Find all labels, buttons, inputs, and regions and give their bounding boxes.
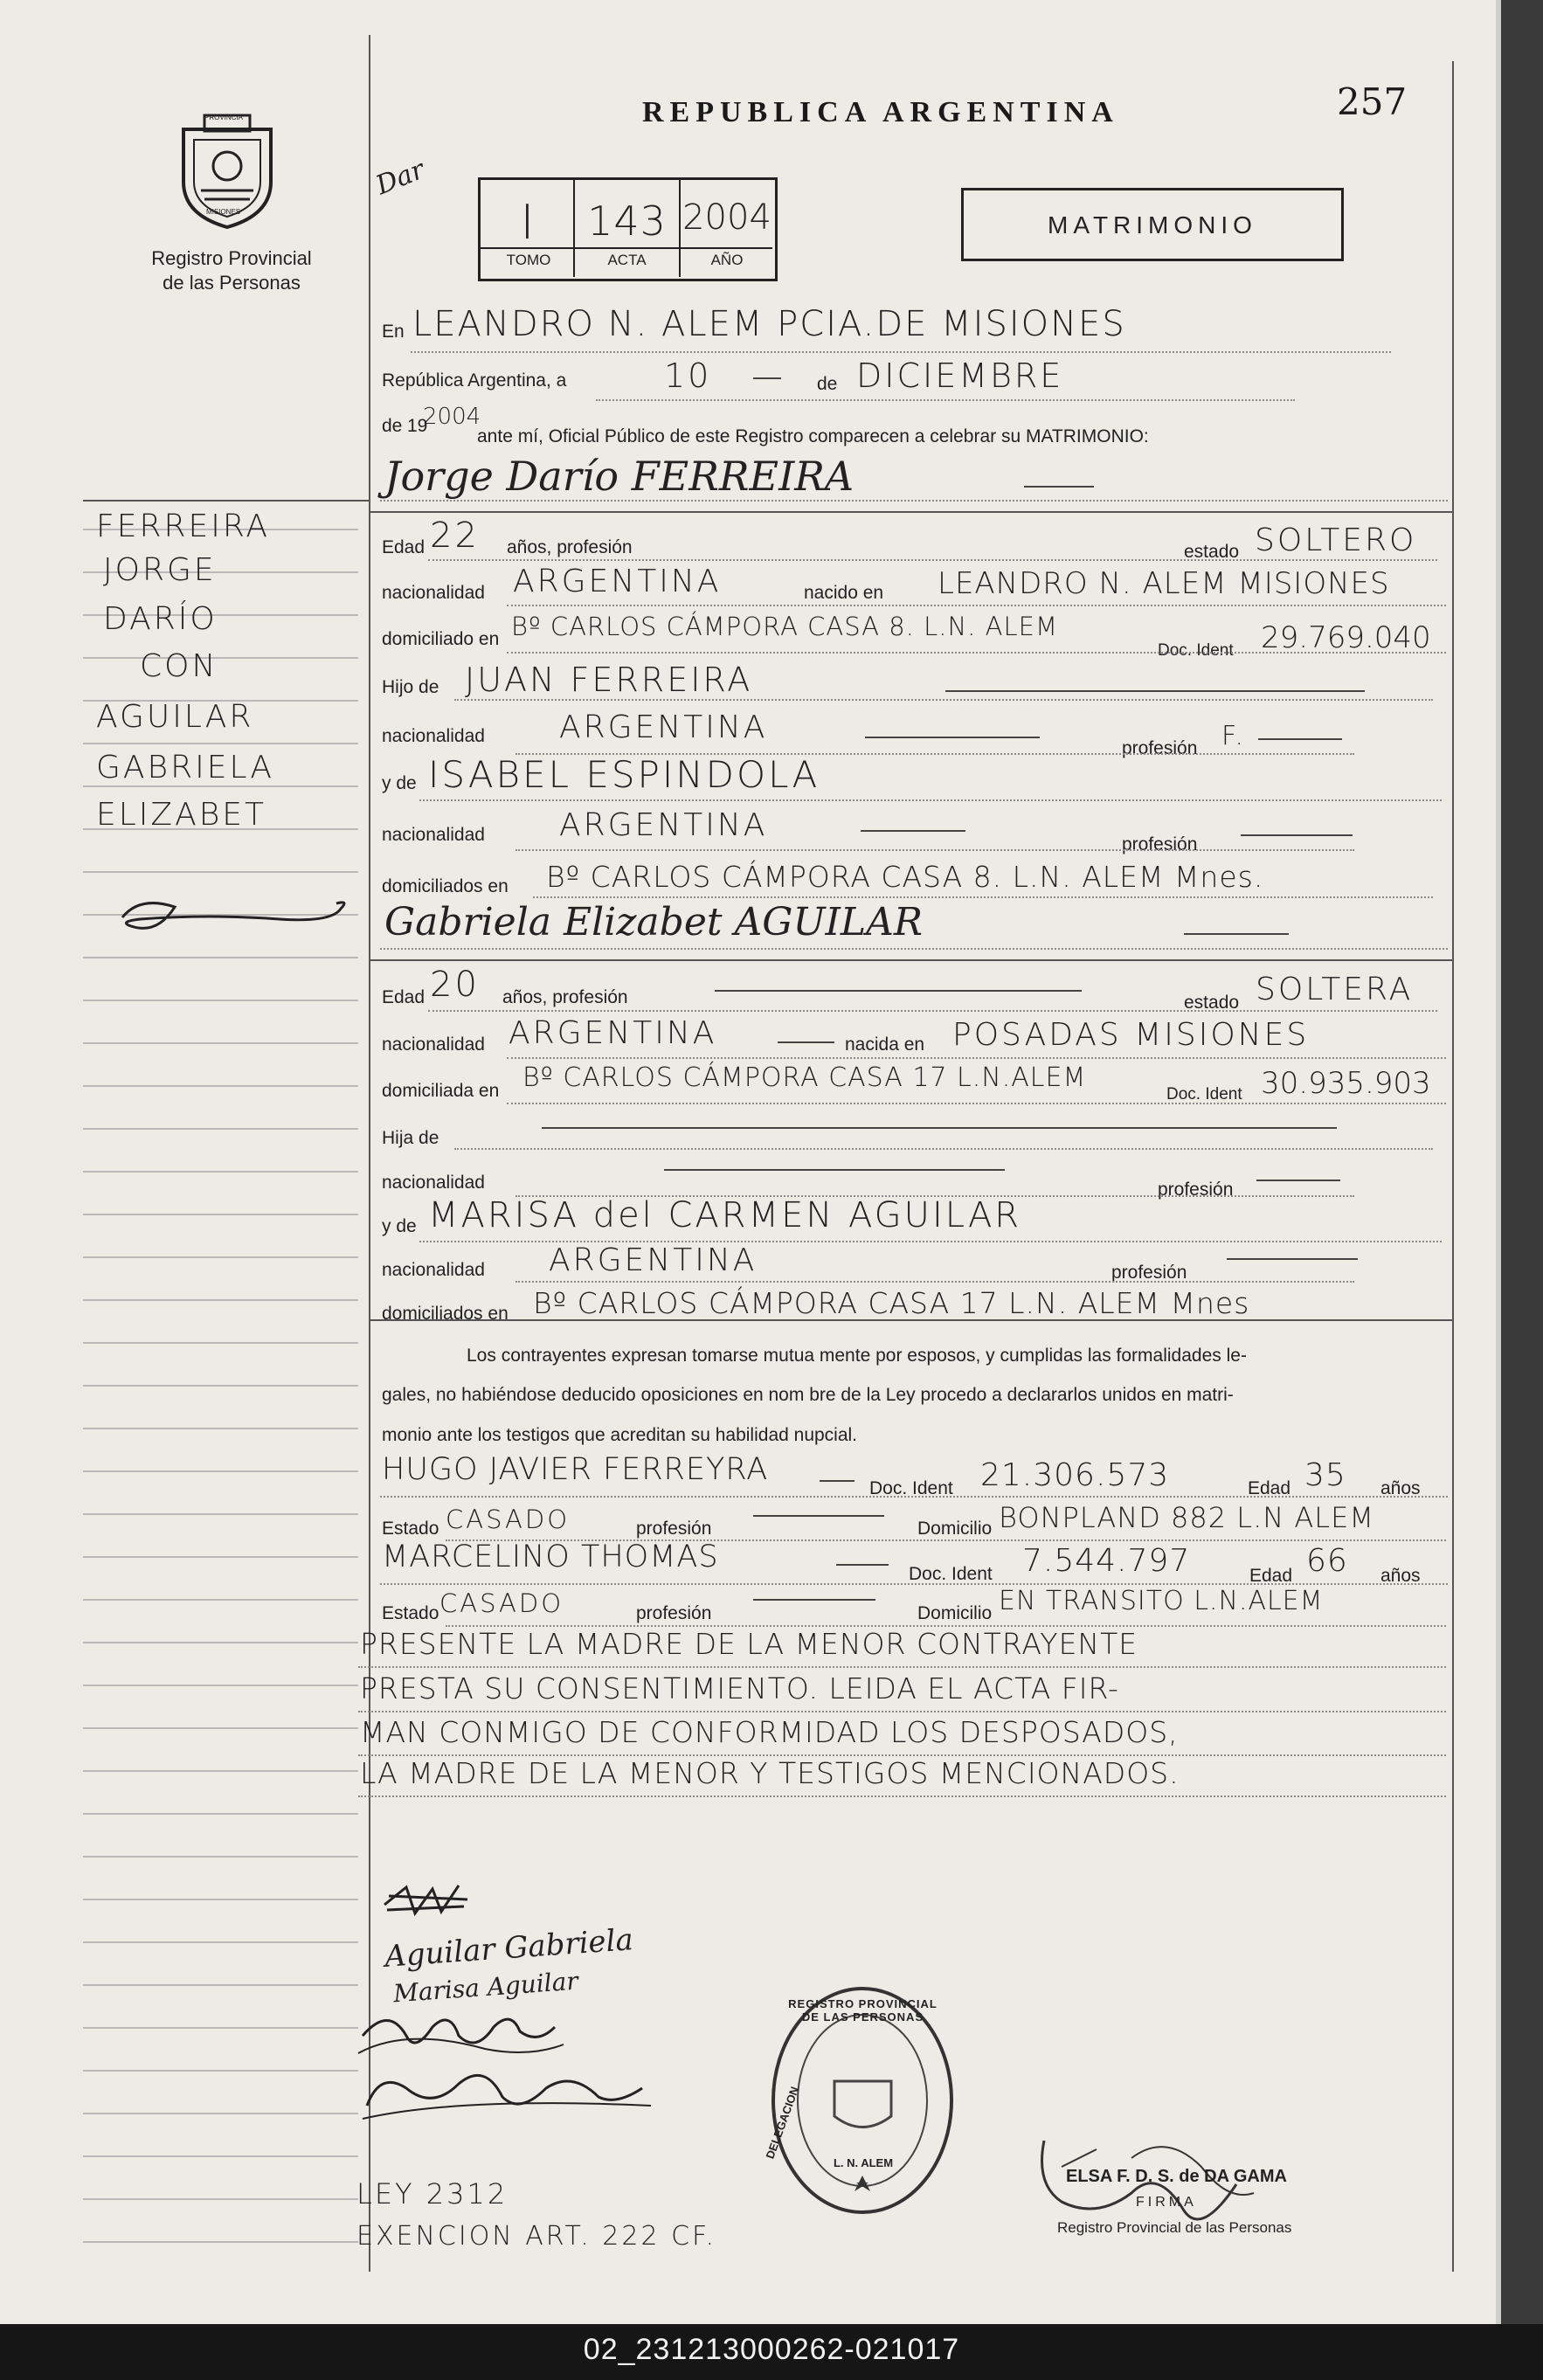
margin-rule xyxy=(83,1556,358,1558)
registry-name-line2: de las Personas xyxy=(163,272,301,294)
signature-scribble-2 xyxy=(354,2001,686,2132)
round-stamp-text: REGISTRO PROVINCIAL DE LAS PERSONAS xyxy=(788,1997,938,2024)
signature-marisa-aguilar: Marisa Aguilar xyxy=(392,1966,579,2009)
margin-rule xyxy=(83,1299,358,1301)
groom-name-line xyxy=(380,500,1448,502)
groom-mother-profession-dash xyxy=(1241,834,1353,836)
bride-mother-nationality-label: nacionalidad xyxy=(382,1260,485,1280)
bride-name-line xyxy=(380,948,1448,950)
bride-doc: 30.935.903 xyxy=(1261,1066,1431,1101)
margin-rule xyxy=(83,2155,358,2157)
witness-1-profession-label: profesión xyxy=(636,1519,712,1539)
groom-mother: ISABEL ESPINDOLA xyxy=(428,753,820,796)
witness-2-state-label: Estado xyxy=(382,1603,439,1623)
tomo-value: I xyxy=(520,195,537,250)
groom-born-label: nacido en xyxy=(804,583,884,603)
country-heading: REPUBLICA ARGENTINA xyxy=(642,96,1119,128)
margin-top-rule xyxy=(83,500,370,502)
anio-label: AÑO xyxy=(710,252,744,268)
bride-profession-dash xyxy=(715,990,1082,992)
official-stamp xyxy=(1027,2132,1394,2254)
margin-rule xyxy=(83,1899,358,1900)
witness-1-name: HUGO JAVIER FERREYRA xyxy=(382,1452,769,1487)
groom-nationality: ARGENTINA xyxy=(513,564,722,599)
bride-father-label: Hija de xyxy=(382,1128,439,1148)
witness-1-profession-dash xyxy=(753,1515,884,1517)
bride-mother-profession-dash xyxy=(1227,1258,1358,1260)
right-column-border xyxy=(1452,61,1454,2272)
witness-1-name-dash xyxy=(820,1480,855,1482)
witness-1-state: CASADO xyxy=(446,1505,571,1534)
margin-name-line: DARÍO xyxy=(103,601,218,637)
margin-rule xyxy=(83,1042,358,1044)
note-line: LA MADRE DE LA MENOR Y TESTIGOS MENCIONADOS. xyxy=(360,1756,1180,1790)
witness-2-doc-label: Doc. Ident xyxy=(909,1564,993,1584)
bride-name: Gabriela Elizabet AGUILAR xyxy=(384,900,924,944)
groom-parents-domicile: Bº CARLOS CÁMPORA CASA 8. L.N. ALEM Mnes. xyxy=(546,860,1264,894)
bride-born-label: nacida en xyxy=(845,1034,925,1055)
flourish-icon xyxy=(105,891,358,942)
witness-1-age: 35 xyxy=(1304,1457,1346,1493)
groom-mother-nationality: ARGENTINA xyxy=(559,807,768,843)
groom-father-nationality-dash xyxy=(865,737,1040,738)
note-line: PRESTA SU CONSENTIMIENTO. LEIDA EL ACTA FIR- xyxy=(360,1671,1119,1705)
margin-rule xyxy=(83,1599,358,1601)
margin-rule xyxy=(83,2070,358,2072)
groom-father-nationality-label: nacionalidad xyxy=(382,726,485,746)
declaration-line-3: monio ante los testigos que acreditan su habilidad nupcial. xyxy=(382,1425,858,1445)
groom-domicile-label: domiciliado en xyxy=(382,629,500,649)
groom-father-nationality: ARGENTINA xyxy=(559,709,768,745)
margin-rule xyxy=(83,785,358,787)
note-rule xyxy=(358,1666,1446,1668)
witness-1-line xyxy=(380,1496,1448,1498)
law-line-1: LEY 2312 xyxy=(356,2177,509,2210)
groom-father-profession-label: profesión xyxy=(1122,738,1198,758)
year-label: de xyxy=(382,416,403,436)
margin-rule xyxy=(83,1128,358,1130)
margin-rule xyxy=(83,657,358,659)
margin-initials: Dar xyxy=(371,154,429,202)
round-stamp-side: DELEGACION xyxy=(763,2085,802,2161)
margin-name-line: GABRIELA xyxy=(96,750,274,785)
groom-profession-label: años, profesión xyxy=(507,537,633,557)
book-binding xyxy=(1496,0,1543,2380)
declaration-line-1: Los contrayentes expresan tomarse mutua mente por esposos, y cumplidas las formalidades le- xyxy=(467,1346,1247,1366)
bride-father-profession-dash xyxy=(1256,1180,1340,1181)
witness-2-years-label: años xyxy=(1380,1566,1421,1586)
groom-name: Jorge Darío FERREIRA xyxy=(384,453,855,500)
record-box-divider-2 xyxy=(679,179,681,277)
witness-1-age-label: Edad xyxy=(1248,1478,1291,1498)
margin-rule xyxy=(83,957,358,958)
margin-rule xyxy=(83,1513,358,1515)
witness-1-years-label: años xyxy=(1380,1478,1421,1498)
bride-father-dash xyxy=(542,1127,1337,1129)
margin-rule xyxy=(83,871,358,873)
bride-domicile: Bº CARLOS CÁMPORA CASA 17 L.N.ALEM xyxy=(522,1062,1087,1093)
witness-1-domicile-label: Domicilio xyxy=(917,1519,993,1539)
bride-doc-label: Doc. Ident xyxy=(1166,1085,1242,1104)
margin-rule xyxy=(83,1085,358,1087)
witness-2-age: 66 xyxy=(1306,1543,1348,1579)
groom-mother-nationality-label: nacionalidad xyxy=(382,825,485,845)
image-id-label: 02_231213000262-021017 xyxy=(583,2333,960,2366)
margin-rule xyxy=(83,1470,358,1472)
year-value: 2004 xyxy=(423,404,481,430)
groom-parents-domicile-line xyxy=(533,896,1433,898)
margin-rule xyxy=(83,1642,358,1643)
bride-parents-domicile-label: domiciliados en xyxy=(382,1304,509,1324)
witness-2-profession-dash xyxy=(753,1599,875,1601)
margin-rule xyxy=(83,1984,358,1986)
bride-mother-profession-label: profesión xyxy=(1111,1263,1187,1283)
bride-domicile-label: domiciliada en xyxy=(382,1081,500,1101)
bride-profession-label: años, profesión xyxy=(502,987,628,1007)
groom-doc: 29.769.040 xyxy=(1261,620,1431,655)
margin-name-line: JORGE xyxy=(103,552,217,588)
anio-value: 2004 xyxy=(682,197,772,238)
groom-parents-domicile-label: domiciliados en xyxy=(382,876,509,896)
witness-1-doc: 21.306.573 xyxy=(980,1457,1170,1493)
bride-name-dash xyxy=(1184,933,1289,935)
groom-domicile-line xyxy=(507,652,1446,654)
margin-rule xyxy=(83,1385,358,1387)
groom-name-dash xyxy=(1024,486,1094,488)
groom-age-line xyxy=(428,559,1437,561)
bride-born-in: POSADAS MISIONES xyxy=(952,1017,1310,1053)
witness-2-domicile-label: Domicilio xyxy=(917,1603,993,1623)
bride-age-line xyxy=(428,1010,1437,1012)
bride-mother-nationality: ARGENTINA xyxy=(549,1242,758,1278)
groom-mother-nationality-dash xyxy=(861,830,965,832)
groom-father-profession: F. xyxy=(1221,721,1246,751)
official-name: ELSA F. D. S. de DA GAMA xyxy=(1066,2167,1287,2186)
margin-rule xyxy=(83,1342,358,1344)
date-line xyxy=(596,399,1295,401)
margin-rule xyxy=(83,1256,358,1258)
page-number: 257 xyxy=(1337,80,1408,123)
signature-block xyxy=(354,1870,703,2132)
bride-father-nationality-dash xyxy=(664,1169,1005,1171)
bride-father-nationality-label: nacionalidad xyxy=(382,1173,485,1193)
tomo-label: TOMO xyxy=(506,252,551,268)
bride-nationality: ARGENTINA xyxy=(509,1015,717,1051)
groom-mother-nationality-line xyxy=(515,849,1354,851)
groom-domicile: Bº CARLOS CÁMPORA CASA 8. L.N. ALEM xyxy=(511,612,1058,641)
margin-name-line: FERREIRA xyxy=(96,509,271,544)
signature-aguilar-gabriela: Aguilar Gabriela xyxy=(383,1922,634,1975)
groom-nationality-label: nacionalidad xyxy=(382,583,485,603)
bride-nationality-line xyxy=(507,1057,1446,1059)
margin-rule xyxy=(83,2198,358,2200)
official-title: FIRMA xyxy=(1136,2195,1197,2210)
place-value: LEANDRO N. ALEM PCIA.DE MISIONES xyxy=(412,304,1126,344)
margin-rule xyxy=(83,2027,358,2029)
day-dash xyxy=(753,377,781,379)
margin-name-line: AGUILAR xyxy=(96,699,254,735)
margin-rule xyxy=(83,1813,358,1815)
place-line xyxy=(411,351,1391,353)
witness-2-age-label: Edad xyxy=(1249,1566,1293,1586)
groom-doc-label: Doc. Ident xyxy=(1158,641,1234,660)
margin-rule xyxy=(83,1428,358,1429)
year-printed: 19 xyxy=(407,416,428,436)
month-label: de xyxy=(817,374,838,394)
bride-mother: MARISA del CARMEN AGUILAR xyxy=(428,1195,1022,1235)
groom-mother-label: y de xyxy=(382,773,417,793)
seal-caption-bottom: MISIONES xyxy=(206,208,241,216)
note-line: PRESENTE LA MADRE DE LA MENOR CONTRAYENTE xyxy=(360,1627,1138,1661)
groom-mother-profession-label: profesión xyxy=(1122,834,1198,854)
margin-rule xyxy=(83,2113,358,2114)
groom-born-in: LEANDRO N. ALEM MISIONES xyxy=(938,566,1390,601)
bride-age-label: Edad xyxy=(382,987,426,1007)
groom-age-label: Edad xyxy=(382,537,426,557)
note-rule xyxy=(358,1795,1446,1797)
margin-rule xyxy=(83,1770,358,1772)
seal-caption-top: PROVINCIA xyxy=(204,114,244,121)
country-label: República Argentina, a xyxy=(382,370,567,391)
witness-2-state: CASADO xyxy=(439,1588,564,1618)
bride-mother-nationality-line xyxy=(515,1281,1354,1283)
statement-text: ante mí, Oficial Público de este Registro comparecen a celebrar su MATRIMONIO: xyxy=(477,426,1149,446)
margin-name-line: ELIZABET xyxy=(96,797,267,833)
margin-rule xyxy=(83,2241,358,2243)
margin-rule xyxy=(83,743,358,744)
round-stamp-bottom: L. N. ALEM xyxy=(833,2156,894,2169)
groom-nationality-line xyxy=(507,605,1446,606)
margin-rule xyxy=(83,1000,358,1001)
bride-nationality-dash xyxy=(778,1041,834,1043)
witness-1-doc-label: Doc. Ident xyxy=(869,1478,953,1498)
bride-section-rule xyxy=(369,959,1454,961)
groom-father: JUAN FERREIRA xyxy=(465,661,753,699)
witness-2-profession-label: profesión xyxy=(636,1603,712,1623)
groom-state: SOLTERO xyxy=(1255,522,1417,558)
round-registry-stamp xyxy=(763,1985,957,2217)
witness-1-state-label: Estado xyxy=(382,1519,439,1539)
witness-2-doc: 7.544.797 xyxy=(1022,1543,1191,1579)
margin-rule xyxy=(83,1727,358,1729)
month-value: DICIEMBRE xyxy=(856,356,1064,395)
witness-2-line xyxy=(380,1583,1448,1585)
bride-domicile-line xyxy=(507,1103,1446,1104)
witness-2-name: MARCELINO THOMAS xyxy=(382,1539,719,1574)
witness-2-domicile: EN TRANSITO L.N.ALEM xyxy=(999,1586,1324,1616)
declaration-line-2: gales, no habiéndose deducido oposiciones en nom bre de la Ley procedo a declararlos unidos en matri- xyxy=(382,1385,1234,1405)
signature-scribble-1 xyxy=(380,1878,476,1922)
bride-state: SOLTERA xyxy=(1256,972,1414,1007)
place-label: En xyxy=(382,322,405,342)
bride-father-profession-label: profesión xyxy=(1158,1180,1234,1200)
groom-state-label: estado xyxy=(1184,542,1240,562)
bride-father-line xyxy=(454,1148,1433,1150)
witness-1-domicile: BONPLAND 882 L.N ALEM xyxy=(999,1501,1374,1534)
registry-name-line1: Registro Provincial xyxy=(151,247,312,269)
groom-father-profession-dash xyxy=(1258,738,1342,740)
note-line: MAN CONMIGO DE CONFORMIDAD LOS DESPOSADOS, xyxy=(360,1715,1179,1749)
bride-nationality-label: nacionalidad xyxy=(382,1034,485,1055)
day-value: 10 xyxy=(664,356,712,395)
official-org: Registro Provincial de las Personas xyxy=(1057,2219,1292,2236)
groom-age: 22 xyxy=(430,515,480,556)
bride-state-label: estado xyxy=(1184,993,1240,1013)
record-box-divider-1 xyxy=(573,179,575,277)
groom-section-rule xyxy=(369,511,1454,513)
groom-father-label: Hijo de xyxy=(382,677,439,697)
margin-rule xyxy=(83,1941,358,1943)
act-type-label: MATRIMONIO xyxy=(1048,211,1257,239)
groom-mother-line xyxy=(419,799,1442,801)
witness-2-name-dash xyxy=(836,1564,889,1566)
margin-rule xyxy=(83,1214,358,1215)
bride-age: 20 xyxy=(430,965,480,1005)
bride-mother-label: y de xyxy=(382,1216,417,1236)
law-line-2: EXENCION ART. 222 CF. xyxy=(356,2221,717,2252)
margin-rule xyxy=(83,1171,358,1173)
margin-name-line: CON xyxy=(140,648,218,684)
bride-parents-domicile: Bº CARLOS CÁMPORA CASA 17 L.N. ALEM Mnes xyxy=(533,1286,1250,1320)
note-rule xyxy=(358,1711,1446,1712)
margin-rule xyxy=(83,1856,358,1858)
registry-name xyxy=(122,246,341,295)
acta-label: ACTA xyxy=(607,252,647,268)
groom-father-dash xyxy=(945,690,1365,692)
margin-rule xyxy=(83,1685,358,1686)
groom-father-line xyxy=(454,699,1433,701)
acta-value: 143 xyxy=(587,197,667,245)
